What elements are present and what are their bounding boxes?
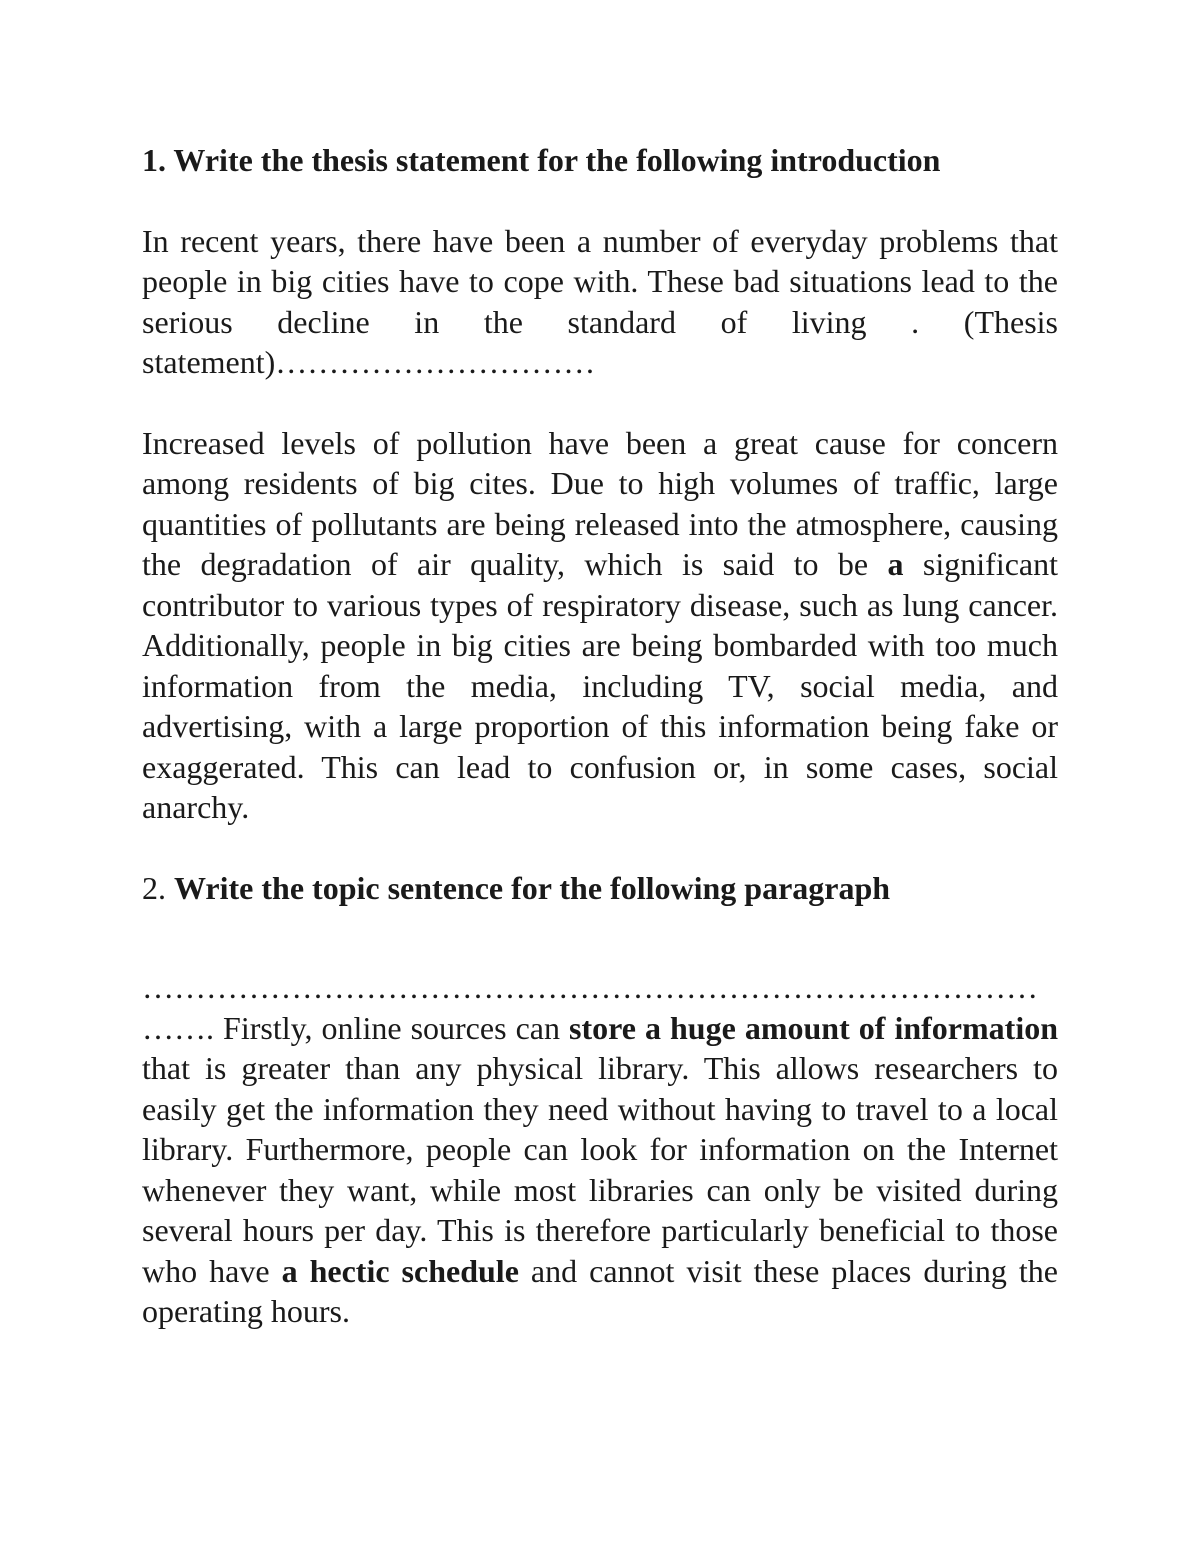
question-1-body-paragraph: [142, 423, 1058, 828]
question-1-introduction: In recent years, there have been a number of everyday problems that people in big cities have to cope with. These bad situations lead to the serious decline in the standard of living . (Thesis statement)…………………………: [142, 222, 1058, 380]
document-page: [142, 140, 1058, 1332]
q2-body-text-1: ……. Firstly, online sources can: [142, 1009, 570, 1046]
q1-body-text-2: significant contributor to various types of respiratory disease, such as lung cancer. Additionally, people in big cities are being bombarded with too much information from the media, including TV, social media, and advertising, with a large proportion of this information being fake or exaggerated. This can lead to confusion or, in some cases, social anarchy.: [142, 546, 1059, 825]
q2-body-text-2: that is greater than any physical library. This allows researchers to easily get the information they need without having to travel to a local library. Furthermore, people can look for information on the Internet whenever they want, while most libraries can only be visited during several hours per day. This is therefore particularly beneficial to those who have: [142, 1050, 1058, 1289]
q1-body-text-1: Increased levels of pollution have been a great cause for concern among residents of big cites. Due to high volumes of traffic, large quantities of pollutants are being released into the atmosphere, causing the degradation of air quality, which is said to be: [142, 424, 1058, 582]
q1-body-bold-1: a: [887, 546, 904, 582]
question-1-number: 1.: [142, 142, 166, 178]
question-1-title: Write the thesis statement for the following introduction: [173, 142, 941, 178]
answer-blank-line: …………………………………………………………………………: [142, 969, 1038, 1005]
q2-body-bold-2: a hectic schedule: [281, 1252, 519, 1289]
question-2-body-paragraph: [142, 1008, 1058, 1332]
question-2-heading: [142, 868, 1058, 909]
question-2-number: 2.: [142, 869, 166, 906]
q2-body-bold-1: store a huge amount of information: [569, 1009, 1059, 1046]
q2-body-text-3: and cannot visit these places during the operating hours.: [142, 1252, 1059, 1329]
question-1-heading: [142, 140, 1058, 181]
question-2-title: Write the topic sentence for the following paragraph: [174, 869, 891, 906]
